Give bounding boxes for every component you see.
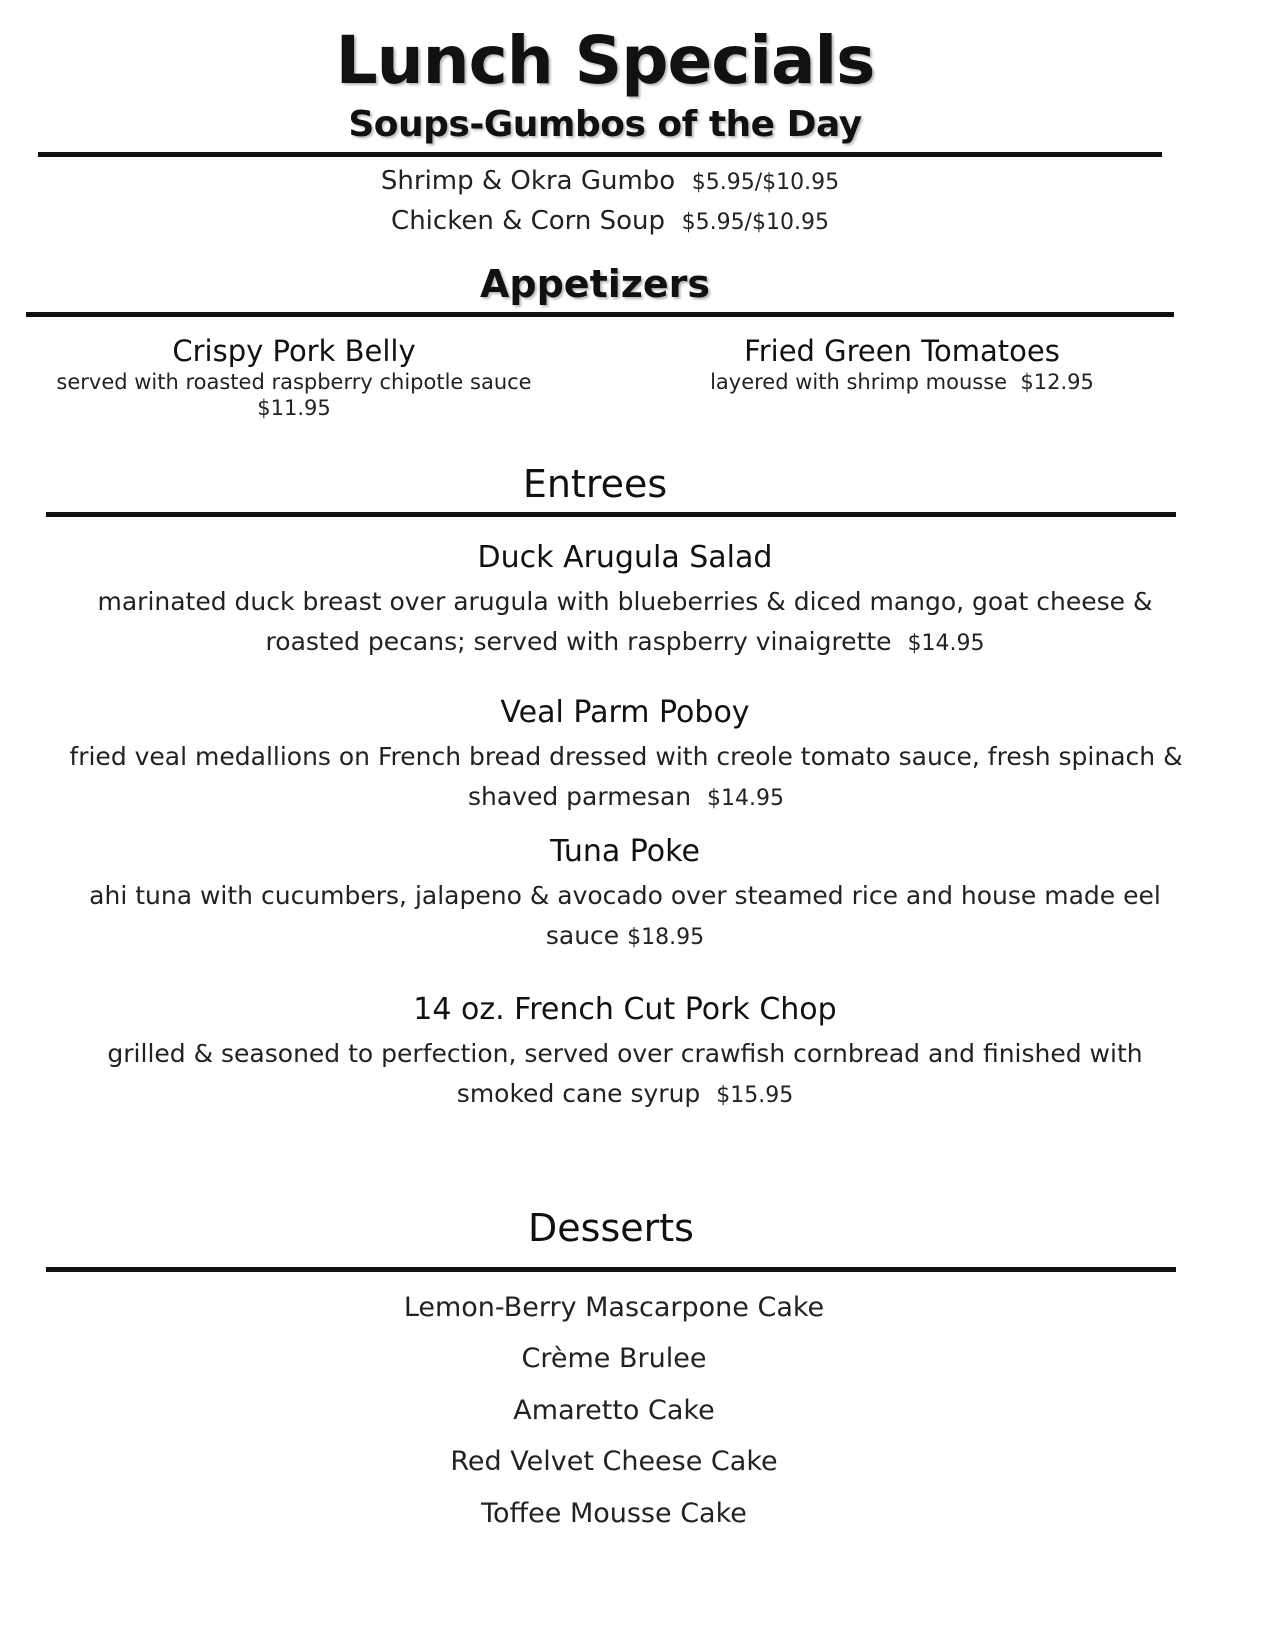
entree-name: 14 oz. French Cut Pork Chop (413, 992, 837, 1027)
entree-description-line: marinated duck breast over arugula with blueberries & diced mango, goat cheese & (97, 587, 1153, 616)
appetizer-description: layered with shrimp mousse (710, 370, 1008, 394)
entree-description (40, 876, 1210, 958)
appetizer-price: $12.95 (1020, 370, 1094, 394)
soup-price: $5.95/$10.95 (691, 170, 840, 195)
entree-price: $18.95 (627, 925, 705, 950)
entree-description-line: shaved parmesan $14.95 (467, 782, 785, 811)
entrees-heading: Entrees (522, 462, 668, 506)
entree-description-line: fried veal medallions on French bread dressed with creole tomato sauce, fresh spinach & (69, 742, 1183, 771)
entree-price: $14.95 (907, 631, 985, 656)
appetizer-description: served with roasted raspberry chipotle sauce (56, 370, 532, 394)
entree-description-line: grilled & seasoned to perfection, served over crawfish cornbread and finished with (107, 1039, 1143, 1068)
dessert-item: Toffee Mousse Cake (481, 1498, 747, 1529)
appetizers-heading: Appetizers (479, 262, 711, 306)
entree-price: $14.95 (707, 786, 785, 811)
dessert-item: Red Velvet Cheese Cake (450, 1446, 778, 1477)
soup-item (0, 206, 1220, 236)
entree-description (40, 582, 1210, 664)
dessert-item: Amaretto Cake (513, 1395, 715, 1426)
entree-description (40, 1034, 1210, 1116)
entree-name: Duck Arugula Salad (477, 540, 773, 575)
divider-soups (38, 152, 1162, 157)
appetizer-line (640, 370, 1164, 394)
soup-name: Chicken & Corn Soup (391, 206, 666, 236)
soup-name: Shrimp & Okra Gumbo (380, 166, 676, 196)
entree-name: Veal Parm Poboy (500, 695, 750, 730)
dessert-item: Lemon-Berry Mascarpone Cake (403, 1292, 825, 1323)
entree-description-line: smoked cane syrup $15.95 (456, 1079, 794, 1108)
entree-name: Tuna Poke (550, 834, 700, 869)
appetizer-item (640, 334, 1164, 394)
divider-desserts (46, 1267, 1176, 1272)
soup-item (0, 166, 1220, 196)
entree-description-line: roasted pecans; served with raspberry vinaigrette $14.95 (265, 627, 985, 656)
appetizer-price: $11.95 (257, 396, 331, 420)
entree-description (16, 737, 1236, 819)
entree-description-line: ahi tuna with cucumbers, jalapeno & avocado over steamed rice and house made eel (89, 881, 1161, 910)
dessert-item: Crème Brulee (521, 1343, 707, 1374)
page-subtitle: Soups-Gumbos of the Day (348, 104, 862, 145)
page-title: Lunch Specials (335, 22, 875, 99)
divider-appetizers (26, 312, 1174, 317)
appetizer-name: Crispy Pork Belly (172, 334, 416, 368)
soup-price: $5.95/$10.95 (681, 210, 829, 235)
entree-description-line: sauce $18.95 (545, 921, 705, 950)
entree-price: $15.95 (716, 1083, 794, 1108)
desserts-heading: Desserts (528, 1206, 694, 1250)
divider-entrees (46, 512, 1176, 517)
appetizer-item (20, 334, 568, 420)
appetizer-name: Fried Green Tomatoes (744, 334, 1060, 368)
